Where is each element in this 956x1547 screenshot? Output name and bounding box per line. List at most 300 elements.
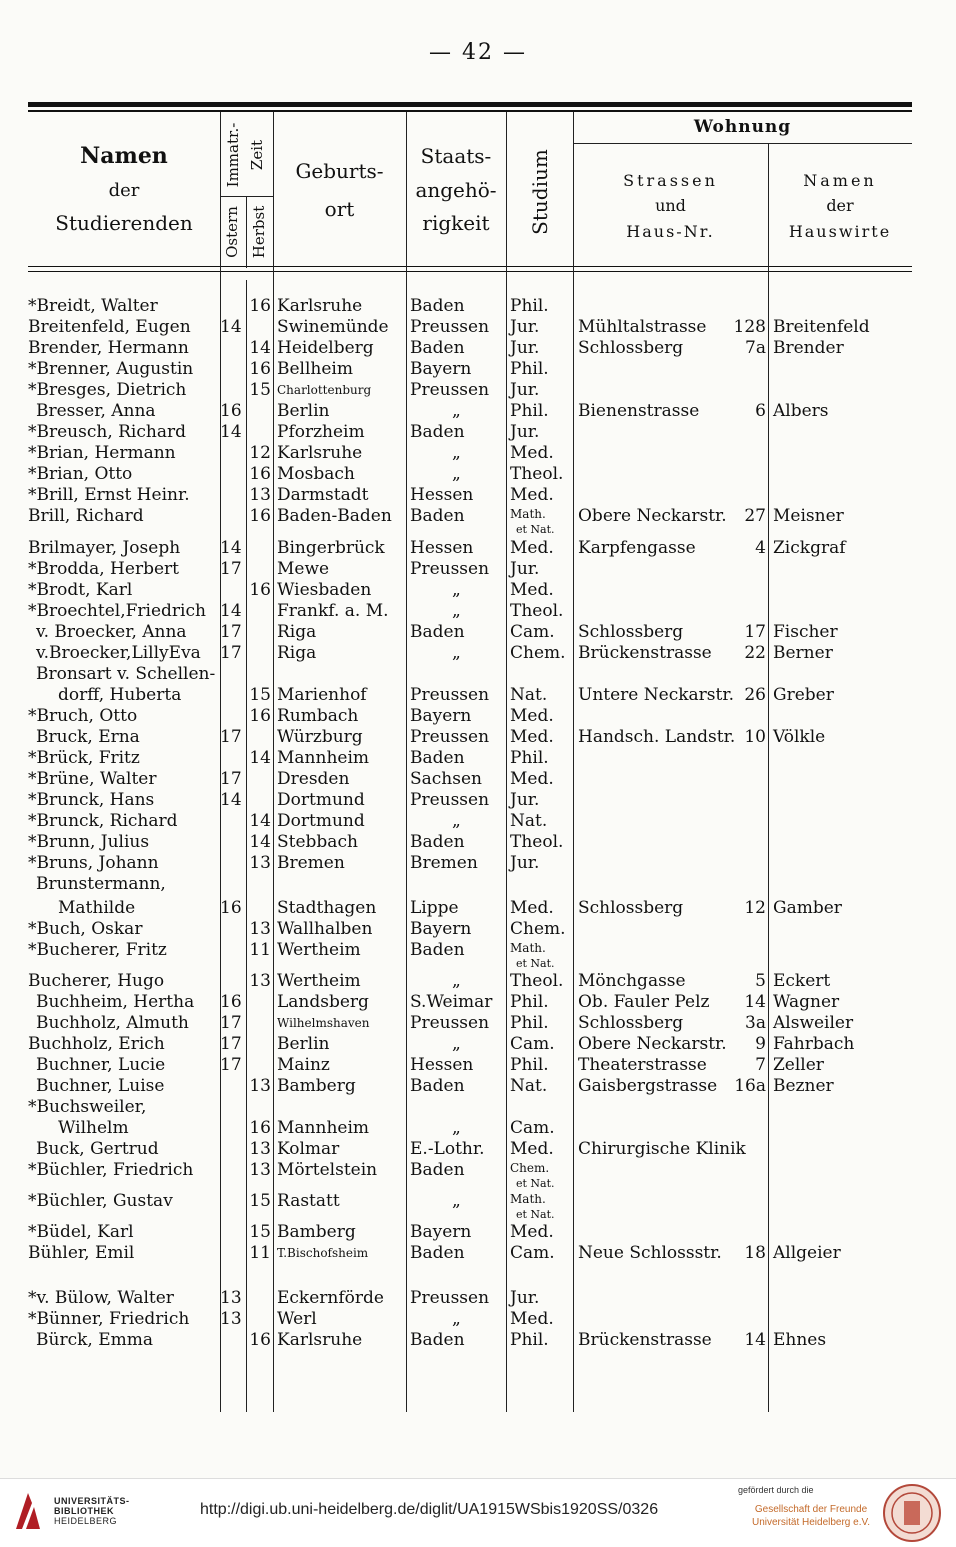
birthplace: Pforzheim bbox=[277, 422, 365, 442]
university-seal-icon bbox=[882, 1483, 942, 1543]
table-row bbox=[0, 506, 956, 536]
immatr-herbst: 16 bbox=[249, 464, 271, 484]
immatr-herbst: 16 bbox=[249, 296, 271, 316]
landlord: Berner bbox=[773, 643, 833, 663]
birthplace: Marienhof bbox=[277, 685, 367, 705]
student-name: Mathilde bbox=[58, 898, 136, 918]
nationality: Bayern bbox=[410, 919, 472, 939]
table-row bbox=[0, 748, 956, 769]
student-name: *Buch, Oskar bbox=[28, 919, 143, 939]
nationality: Preussen bbox=[410, 559, 490, 579]
birthplace: Bingerbrück bbox=[277, 538, 385, 558]
immatr-herbst: 14 bbox=[249, 832, 271, 852]
street: Chirurgische Klinik bbox=[578, 1139, 746, 1159]
nationality: Bayern bbox=[410, 706, 472, 726]
student-name: *Breusch, Richard bbox=[28, 422, 186, 442]
table-row bbox=[0, 338, 956, 359]
table-row bbox=[0, 1118, 956, 1139]
student-name: Buchholz, Almuth bbox=[36, 1013, 189, 1033]
field-of-study: Cam. bbox=[510, 1034, 555, 1054]
nationality: Baden bbox=[410, 296, 465, 316]
field-of-study: Phil. bbox=[510, 1055, 549, 1075]
field-of-study: Theol. bbox=[510, 832, 564, 852]
student-name: Wilhelm bbox=[58, 1118, 129, 1138]
nationality: Preussen bbox=[410, 317, 490, 337]
street: Schlossberg bbox=[578, 338, 684, 358]
field-of-study: Theol. bbox=[510, 971, 564, 991]
header-studierenden: Studierenden bbox=[55, 211, 193, 235]
landlord: Zickgraf bbox=[773, 538, 846, 558]
nationality: Baden bbox=[410, 832, 465, 852]
header-rule-2 bbox=[28, 271, 912, 272]
table-row bbox=[0, 1309, 956, 1330]
field-of-study: Cam. bbox=[510, 1243, 555, 1263]
header-rigkeit: rigkeit bbox=[422, 211, 490, 235]
birthplace: Berlin bbox=[277, 401, 330, 421]
table-row bbox=[0, 1222, 956, 1243]
table-row bbox=[0, 643, 956, 664]
landlord: Eckert bbox=[773, 971, 831, 991]
immatr-ostern: 17 bbox=[220, 727, 242, 747]
sponsor-line-1: Gesellschaft der Freunde bbox=[754, 1504, 868, 1515]
table-row bbox=[0, 971, 956, 992]
field-of-study: Theol. bbox=[510, 601, 564, 621]
birthplace: Bellheim bbox=[277, 359, 353, 379]
nationality: Preussen bbox=[410, 727, 490, 747]
nationality: Baden bbox=[410, 622, 465, 642]
birthplace: Riga bbox=[277, 622, 317, 642]
table-row bbox=[0, 538, 956, 559]
house-number: 9 bbox=[755, 1034, 766, 1054]
table-row bbox=[0, 853, 956, 874]
field-of-study: Jur. bbox=[510, 853, 540, 873]
table-row bbox=[0, 1243, 956, 1264]
birthplace: Mannheim bbox=[277, 1118, 370, 1138]
table-row bbox=[0, 790, 956, 811]
nationality: „ bbox=[452, 601, 461, 621]
birthplace: Karlsruhe bbox=[277, 1330, 363, 1350]
nationality: Preussen bbox=[410, 1013, 490, 1033]
library-name bbox=[54, 1496, 130, 1526]
student-name: v. Broecker, Anna bbox=[36, 622, 187, 642]
student-name: v.Broecker,LillyEva bbox=[36, 643, 201, 663]
immatr-ostern: 14 bbox=[220, 317, 242, 337]
immatr-ostern: 17 bbox=[220, 622, 242, 642]
nationality: Hessen bbox=[410, 1055, 474, 1075]
landlord: Greber bbox=[773, 685, 834, 705]
street: Gaisbergstrasse bbox=[578, 1076, 718, 1096]
student-name: *Buchsweiler, bbox=[28, 1097, 147, 1117]
nationality: Preussen bbox=[410, 790, 490, 810]
student-name: Buchner, Lucie bbox=[36, 1055, 166, 1075]
field-of-study: Math. bbox=[510, 941, 546, 955]
header-namen2: Namen bbox=[803, 171, 877, 190]
house-number: 4 bbox=[755, 538, 766, 558]
birthplace: Karlsruhe bbox=[277, 443, 363, 463]
street: Brückenstrasse bbox=[578, 643, 712, 663]
birthplace: Würzburg bbox=[277, 727, 363, 747]
street: Bienenstrasse bbox=[578, 401, 700, 421]
immatr-herbst: 13 bbox=[249, 919, 271, 939]
student-name: *Brunck, Hans bbox=[28, 790, 155, 810]
field-of-study-2: et Nat. bbox=[516, 1208, 555, 1221]
street: Obere Neckarstr. bbox=[578, 1034, 727, 1054]
table-row bbox=[0, 559, 956, 580]
nationality: Preussen bbox=[410, 380, 490, 400]
table-row bbox=[0, 664, 956, 685]
table-row bbox=[0, 1288, 956, 1309]
nationality: „ bbox=[452, 971, 461, 991]
nationality: „ bbox=[452, 811, 461, 831]
field-of-study: Nat. bbox=[510, 685, 548, 705]
table-row bbox=[0, 380, 956, 401]
landlord: Alsweiler bbox=[773, 1013, 854, 1033]
birthplace: Mainz bbox=[277, 1055, 330, 1075]
nationality: Baden bbox=[410, 422, 465, 442]
student-name: *Brodda, Herbert bbox=[28, 559, 179, 579]
field-of-study: Jur. bbox=[510, 422, 540, 442]
nationality: „ bbox=[452, 443, 461, 463]
nationality: Preussen bbox=[410, 685, 490, 705]
field-of-study: Math. bbox=[510, 507, 546, 521]
field-of-study: Phil. bbox=[510, 359, 549, 379]
street: Untere Neckarstr. bbox=[578, 685, 734, 705]
field-of-study: Med. bbox=[510, 443, 554, 463]
nationality: „ bbox=[452, 1034, 461, 1054]
house-number: 26 bbox=[744, 685, 766, 705]
landlord: Völkle bbox=[773, 727, 826, 747]
street: Schlossberg bbox=[578, 1013, 684, 1033]
immatr-herbst: 15 bbox=[249, 1222, 271, 1242]
table-row bbox=[0, 580, 956, 601]
table-row bbox=[0, 898, 956, 919]
birthplace: Werl bbox=[277, 1309, 317, 1329]
nationality: E.-Lothr. bbox=[410, 1139, 485, 1159]
student-name: *Bucherer, Fritz bbox=[28, 940, 167, 960]
nationality: Lippe bbox=[410, 898, 459, 918]
landlord: Breitenfeld bbox=[773, 317, 870, 337]
birthplace: Wiesbaden bbox=[277, 580, 372, 600]
landlord: Brender bbox=[773, 338, 844, 358]
field-of-study: Med. bbox=[510, 727, 554, 747]
street: Obere Neckarstr. bbox=[578, 506, 727, 526]
student-name: *Bresges, Dietrich bbox=[28, 380, 187, 400]
immatr-herbst: 16 bbox=[249, 1330, 271, 1350]
field-of-study: Jur. bbox=[510, 338, 540, 358]
birthplace: Wertheim bbox=[277, 940, 361, 960]
student-name: *Brunck, Richard bbox=[28, 811, 178, 831]
house-number: 14 bbox=[744, 992, 766, 1012]
birthplace: Baden-Baden bbox=[277, 506, 392, 526]
nationality: Preussen bbox=[410, 1288, 490, 1308]
field-of-study: Nat. bbox=[510, 811, 548, 831]
birthplace: Frankf. a. M. bbox=[277, 601, 389, 621]
nationality: Sachsen bbox=[410, 769, 482, 789]
student-name: Brilmayer, Joseph bbox=[28, 538, 181, 558]
field-of-study: Cam. bbox=[510, 622, 555, 642]
birthplace: Rumbach bbox=[277, 706, 359, 726]
student-name: *Büchler, Friedrich bbox=[28, 1160, 194, 1180]
birthplace: Landsberg bbox=[277, 992, 369, 1012]
field-of-study: Cam. bbox=[510, 1118, 555, 1138]
immatr-herbst: 13 bbox=[249, 485, 271, 505]
student-name: *Brian, Otto bbox=[28, 464, 133, 484]
table-row bbox=[0, 485, 956, 506]
birthplace: Darmstadt bbox=[277, 485, 369, 505]
immatr-herbst: 16 bbox=[249, 1118, 271, 1138]
landlord: Fischer bbox=[773, 622, 838, 642]
student-name: Brunstermann, bbox=[36, 874, 166, 894]
field-of-study: Jur. bbox=[510, 380, 540, 400]
table-row bbox=[0, 1055, 956, 1076]
student-name: dorff, Huberta bbox=[58, 685, 182, 705]
birthplace: Stebbach bbox=[277, 832, 358, 852]
landlord: Albers bbox=[773, 401, 829, 421]
sponsor-name bbox=[736, 1503, 886, 1529]
landlord: Allgeier bbox=[773, 1243, 841, 1263]
nationality: Bayern bbox=[410, 359, 472, 379]
field-of-study: Med. bbox=[510, 1139, 554, 1159]
immatr-herbst: 16 bbox=[249, 580, 271, 600]
field-of-study: Phil. bbox=[510, 401, 549, 421]
field-of-study: Phil. bbox=[510, 1013, 549, 1033]
student-name: Bronsart v. Schellen- bbox=[36, 664, 216, 684]
birthplace: Mannheim bbox=[277, 748, 370, 768]
table-row bbox=[0, 422, 956, 443]
birthplace: Bamberg bbox=[277, 1076, 356, 1096]
nationality: „ bbox=[452, 401, 461, 421]
house-number: 22 bbox=[744, 643, 766, 663]
header-staats: Staats- bbox=[420, 144, 492, 168]
birthplace: Karlsruhe bbox=[277, 296, 363, 316]
student-name: Bresser, Anna bbox=[36, 401, 156, 421]
immatr-herbst: 14 bbox=[249, 748, 271, 768]
immatr-herbst: 13 bbox=[249, 1160, 271, 1180]
immatr-ostern: 14 bbox=[220, 422, 242, 442]
table-row bbox=[0, 874, 956, 895]
student-name: Breitenfeld, Eugen bbox=[28, 317, 191, 337]
birthplace: Rastatt bbox=[277, 1191, 340, 1211]
table-row bbox=[0, 940, 956, 970]
field-of-study: Math. bbox=[510, 1192, 546, 1206]
birthplace: Dortmund bbox=[277, 790, 365, 810]
landlord: Meisner bbox=[773, 506, 844, 526]
table-row bbox=[0, 464, 956, 485]
nationality: Bremen bbox=[410, 853, 478, 873]
immatr-ostern: 17 bbox=[220, 769, 242, 789]
house-number: 7a bbox=[745, 338, 766, 358]
field-of-study: Phil. bbox=[510, 748, 549, 768]
header-ort: ort bbox=[324, 197, 355, 221]
student-name: Bruck, Erna bbox=[36, 727, 140, 747]
house-number: 7 bbox=[755, 1055, 766, 1075]
immatr-ostern: 14 bbox=[220, 538, 242, 558]
field-of-study: Chem. bbox=[510, 643, 566, 663]
house-number: 6 bbox=[755, 401, 766, 421]
nationality: Baden bbox=[410, 1330, 465, 1350]
birthplace: Eckernförde bbox=[277, 1288, 384, 1308]
top-rule bbox=[28, 102, 912, 107]
field-of-study: Med. bbox=[510, 1309, 554, 1329]
student-name: *Breidt, Walter bbox=[28, 296, 158, 316]
sponsor-line-2: Universität Heidelberg e.V. bbox=[751, 1517, 871, 1528]
header-hausnr: Haus-Nr. bbox=[626, 222, 715, 241]
field-of-study: Med. bbox=[510, 1222, 554, 1242]
source-url[interactable]: http://digi.ub.uni-heidelberg.de/diglit/UA1915WSbis1920SS/0326 bbox=[200, 1501, 659, 1518]
header-angehoe: angehö- bbox=[415, 178, 497, 202]
street: Neue Schlossstr. bbox=[578, 1243, 722, 1263]
street: Karpfengasse bbox=[578, 538, 696, 558]
landlord: Fahrbach bbox=[773, 1034, 855, 1054]
immatr-herbst: 15 bbox=[249, 1191, 271, 1211]
immatr-ostern: 17 bbox=[220, 643, 242, 663]
nationality: Baden bbox=[410, 338, 465, 358]
header-geburts: Geburts- bbox=[295, 159, 384, 183]
table-row bbox=[0, 1160, 956, 1190]
street: Brückenstrasse bbox=[578, 1330, 712, 1350]
table-row bbox=[0, 1076, 956, 1097]
student-name: Bühler, Emil bbox=[28, 1243, 135, 1263]
immatr-herbst: 13 bbox=[249, 853, 271, 873]
immatr-herbst: 12 bbox=[249, 443, 271, 463]
library-logo-icon bbox=[12, 1489, 44, 1533]
birthplace: Dortmund bbox=[277, 811, 365, 831]
nationality: „ bbox=[452, 1191, 461, 1211]
header-wohnung: Wohnung bbox=[693, 117, 792, 137]
birthplace: Wilhelmshaven bbox=[277, 1016, 370, 1030]
table-row bbox=[0, 601, 956, 622]
immatr-herbst: 13 bbox=[249, 971, 271, 991]
sponsor-note: gefördert durch die bbox=[738, 1485, 814, 1495]
library-line-1: UNIVERSITÄTS- bbox=[54, 1496, 130, 1506]
student-name: Buchheim, Hertha bbox=[36, 992, 195, 1012]
table-row bbox=[0, 317, 956, 338]
birthplace: Mewe bbox=[277, 559, 330, 579]
table-row bbox=[0, 832, 956, 853]
field-of-study: Theol. bbox=[510, 464, 564, 484]
student-name: *v. Bülow, Walter bbox=[28, 1288, 174, 1308]
table-row bbox=[0, 622, 956, 643]
nationality: Baden bbox=[410, 748, 465, 768]
street: Mönchgasse bbox=[578, 971, 686, 991]
landlord: Zeller bbox=[773, 1055, 824, 1075]
header-strassen: Strassen bbox=[623, 171, 718, 190]
student-name: Bürck, Emma bbox=[36, 1330, 153, 1350]
student-name: *Broechtel,Friedrich bbox=[28, 601, 206, 621]
house-number: 16a bbox=[734, 1076, 766, 1096]
house-number: 27 bbox=[744, 506, 766, 526]
birthplace: Heidelberg bbox=[277, 338, 374, 358]
house-number: 3a bbox=[745, 1013, 766, 1033]
nationality: „ bbox=[452, 580, 461, 600]
header-namen: Namen bbox=[80, 143, 168, 169]
nationality: Hessen bbox=[410, 538, 474, 558]
nationality: „ bbox=[452, 1309, 461, 1329]
student-name: *Brück, Fritz bbox=[28, 748, 140, 768]
birthplace: Kolmar bbox=[277, 1139, 340, 1159]
street: Schlossberg bbox=[578, 898, 684, 918]
header-studium: Studium bbox=[528, 149, 552, 235]
field-of-study: Med. bbox=[510, 706, 554, 726]
header-hauswirte: Hauswirte bbox=[788, 222, 892, 241]
student-name: *Bruns, Johann bbox=[28, 853, 159, 873]
field-of-study: Nat. bbox=[510, 1076, 548, 1096]
street: Handsch. Landstr. bbox=[578, 727, 736, 747]
nationality: Baden bbox=[410, 940, 465, 960]
field-of-study: Phil. bbox=[510, 1330, 549, 1350]
student-name: Buchner, Luise bbox=[36, 1076, 165, 1096]
immatr-ostern: 13 bbox=[220, 1309, 242, 1329]
birthplace: Riga bbox=[277, 643, 317, 663]
field-of-study: Med. bbox=[510, 769, 554, 789]
table-row bbox=[0, 1330, 956, 1351]
immatr-ostern: 17 bbox=[220, 1013, 242, 1033]
immatr-herbst: 16 bbox=[249, 706, 271, 726]
nationality: Hessen bbox=[410, 485, 474, 505]
immatr-herbst: 16 bbox=[249, 359, 271, 379]
nationality: S.Weimar bbox=[410, 992, 493, 1012]
header-rule bbox=[28, 266, 912, 267]
house-number: 10 bbox=[744, 727, 766, 747]
street: Ob. Fauler Pelz bbox=[578, 992, 710, 1012]
table-row bbox=[0, 443, 956, 464]
table-row bbox=[0, 1191, 956, 1221]
landlord: Bezner bbox=[773, 1076, 834, 1096]
field-of-study: Med. bbox=[510, 538, 554, 558]
immatr-ostern: 16 bbox=[220, 992, 242, 1012]
table-row bbox=[0, 706, 956, 727]
student-name: Brender, Hermann bbox=[28, 338, 189, 358]
immatr-herbst: 14 bbox=[249, 338, 271, 358]
table-row bbox=[0, 1013, 956, 1034]
immatr-herbst: 15 bbox=[249, 685, 271, 705]
house-number: 128 bbox=[733, 317, 766, 337]
house-number: 17 bbox=[744, 622, 766, 642]
table-row bbox=[0, 727, 956, 748]
immatr-herbst: 15 bbox=[249, 380, 271, 400]
student-name: *Brill, Ernst Heinr. bbox=[28, 485, 190, 505]
nationality: Baden bbox=[410, 1160, 465, 1180]
house-number: 12 bbox=[744, 898, 766, 918]
student-name: Buchholz, Erich bbox=[28, 1034, 165, 1054]
birthplace: T.Bischofsheim bbox=[277, 1246, 369, 1260]
landlord: Ehnes bbox=[773, 1330, 827, 1350]
nationality: „ bbox=[452, 643, 461, 663]
table-row bbox=[0, 359, 956, 380]
street: Mühltalstrasse bbox=[578, 317, 707, 337]
header-der2: der bbox=[826, 196, 854, 215]
student-name: Bucherer, Hugo bbox=[28, 971, 165, 991]
student-name: Buck, Gertrud bbox=[36, 1139, 159, 1159]
table-row bbox=[0, 1034, 956, 1055]
table-row bbox=[0, 919, 956, 940]
student-name: *Bünner, Friedrich bbox=[28, 1309, 190, 1329]
nationality: Baden bbox=[410, 1076, 465, 1096]
table-row bbox=[0, 992, 956, 1013]
immatr-ostern: 14 bbox=[220, 790, 242, 810]
birthplace: Berlin bbox=[277, 1034, 330, 1054]
nationality: Baden bbox=[410, 1243, 465, 1263]
nationality: „ bbox=[452, 464, 461, 484]
house-number: 18 bbox=[744, 1243, 766, 1263]
immatr-herbst: 13 bbox=[249, 1139, 271, 1159]
header-zeit: Zeit bbox=[248, 139, 266, 171]
birthplace: Charlottenburg bbox=[277, 383, 372, 397]
birthplace: Dresden bbox=[277, 769, 350, 789]
footer-bar bbox=[0, 1478, 956, 1547]
immatr-herbst: 11 bbox=[249, 1243, 271, 1263]
page-number: — 42 — bbox=[429, 40, 527, 65]
